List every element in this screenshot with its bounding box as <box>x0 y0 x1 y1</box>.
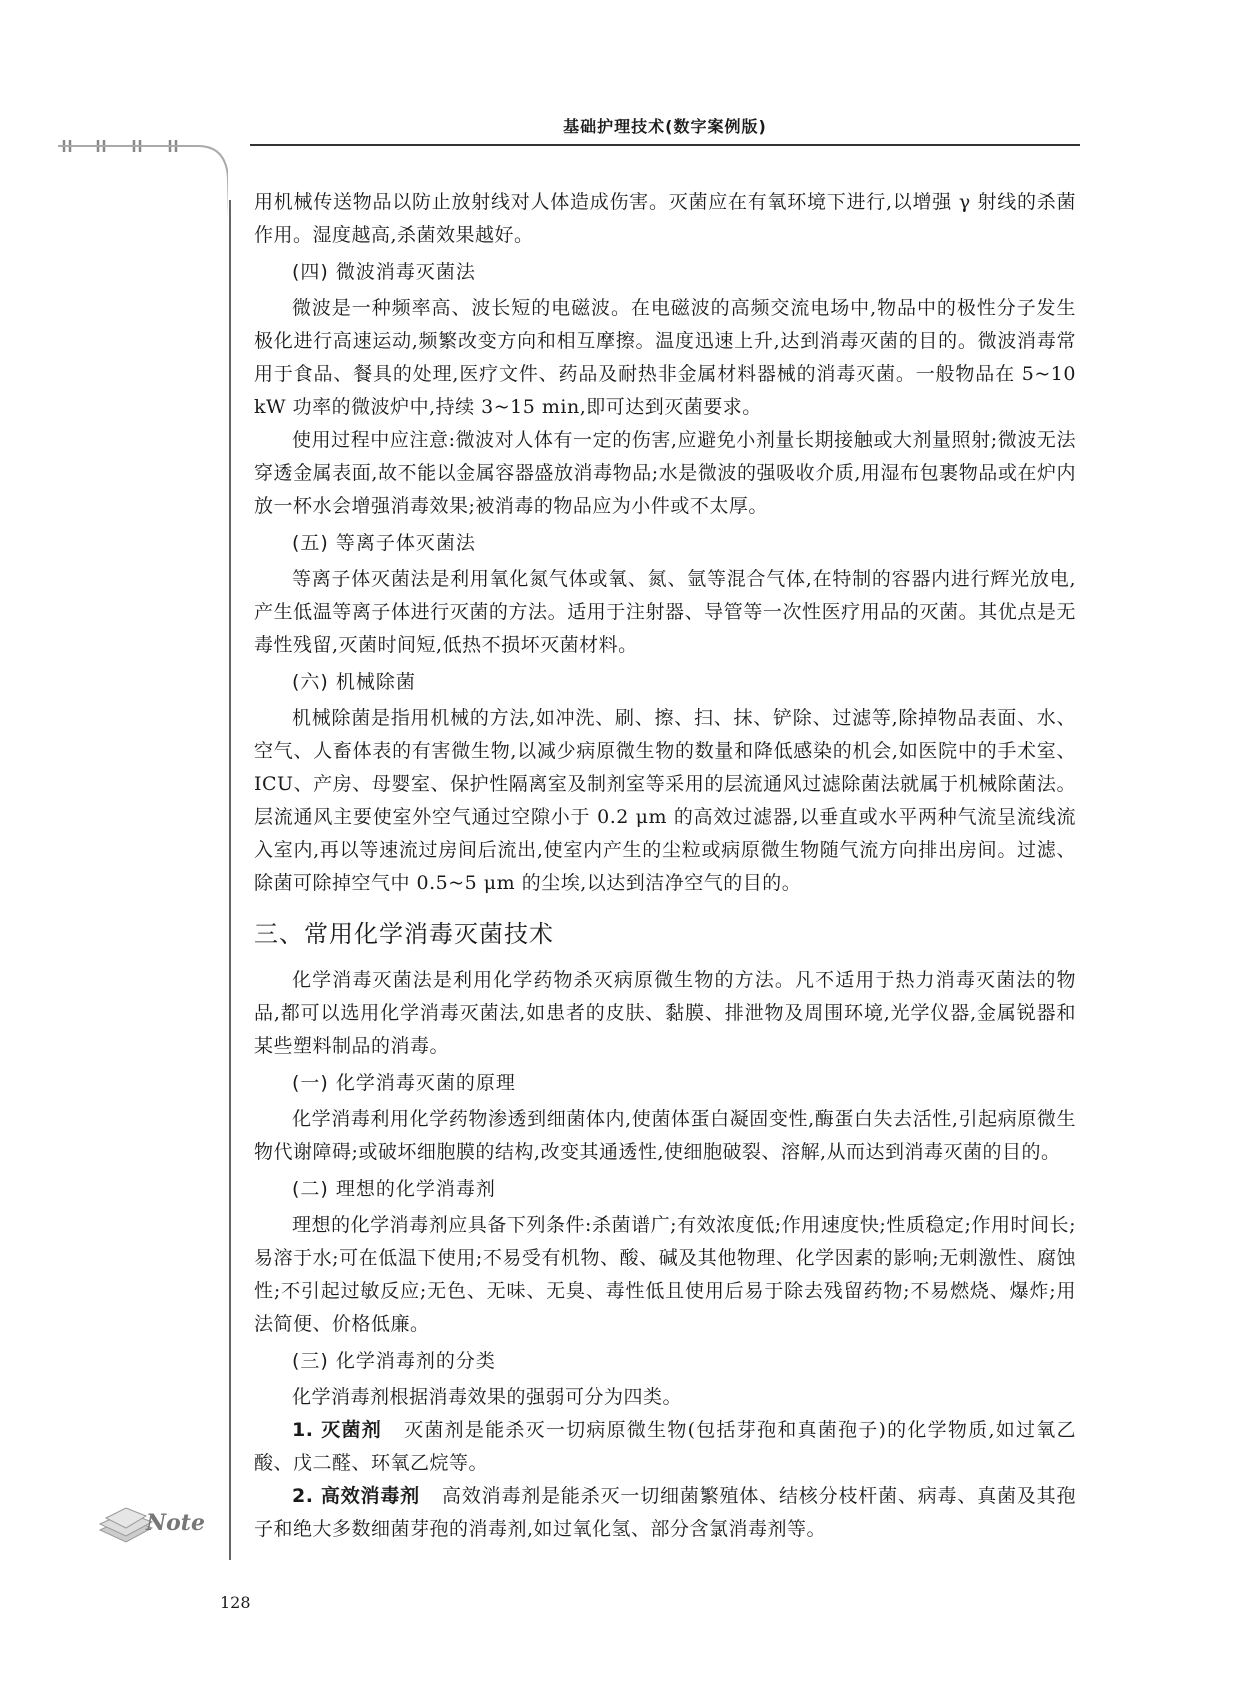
term-definition: 高效消毒剂是能杀灭一切细菌繁殖体、结核分枝杆菌、病毒、真菌及其孢子和绝大多数细菌芽孢的消毒剂,如过氧化氢、部分含氯消毒剂等。 <box>254 1485 1076 1540</box>
page-number: 128 <box>220 1593 251 1612</box>
paragraph: 化学消毒灭菌法是利用化学药物杀灭病原微生物的方法。凡不适用于热力消毒灭菌法的物品,都可以选用化学消毒灭菌法,如患者的皮肤、黏膜、排泄物及周围环境,光学仪器,金属锐器和某些塑料制品的消毒。 <box>254 969 1076 1057</box>
paragraph: 理想的化学消毒剂应具备下列条件:杀菌谱广;有效浓度低;作用速度快;性质稳定;作用时间长;易溶于水;可在低温下使用;不易受有机物、酸、碱及其他物理、化学因素的影响;无刺激性、腐蚀性;不引起过敏反应;无色、无味、无臭、毒性低且使用后易于除去残留药物;不易燃烧、爆炸;用法简便、价格低廉。 <box>254 1214 1076 1335</box>
margin-rule <box>229 200 231 1560</box>
header-rule <box>250 144 1080 146</box>
subsection-heading: (二) 理想的化学消毒剂 <box>292 1178 496 1200</box>
subsection-heading: (五) 等离子体灭菌法 <box>292 532 476 554</box>
term-label: 1. 灭菌剂 <box>292 1419 383 1441</box>
running-header: 基础护理技术(数字案例版) <box>563 117 767 136</box>
note-label: Note <box>146 1510 205 1536</box>
paragraph: 微波是一种频率高、波长短的电磁波。在电磁波的高频交流电场中,物品中的极性分子发生极化进行高速运动,频繁改变方向和相互摩擦。温度迅速上升,达到消毒灭菌的目的。微波消毒常用于食品、餐具的处理,医疗文件、药品及耐热非金属材料器械的消毒灭菌。一般物品在 5~10 kW 功率的微波炉中,持续 3~15 min,即可达到灭菌要求。 <box>254 297 1076 418</box>
subsection-heading: (一) 化学消毒灭菌的原理 <box>292 1072 516 1094</box>
paragraph: 用机械传送物品以防止放射线对人体造成伤害。灭菌应在有氧环境下进行,以增强 γ 射线的杀菌作用。湿度越高,杀菌效果越好。 <box>254 191 1076 246</box>
term-label: 2. 高效消毒剂 <box>292 1485 420 1507</box>
paragraph: 使用过程中应注意:微波对人体有一定的伤害,应避免小剂量长期接触或大剂量照射;微波无法穿透金属表面,故不能以金属容器盛放消毒物品;水是微波的强吸收介质,用湿布包裹物品或在炉内放一杯水会增强消毒效果;被消毒的物品应为小件或不太厚。 <box>254 429 1076 517</box>
paragraph: 机械除菌是指用机械的方法,如冲洗、刷、擦、扫、抹、铲除、过滤等,除掉物品表面、水、空气、人畜体表的有害微生物,以减少病原微生物的数量和降低感染的机会,如医院中的手术室、ICU、产房、母婴室、保护性隔离室及制剂室等采用的层流通风过滤除菌法就属于机械除菌法。层流通风主要使室外空气通过空隙小于 0.2 μm 的高效过滤器,以垂直或水平两种气流呈流线流入室内,再以等速流过房间后流出,使室内产生的尘粒或病原微生物随气流方向排出房间。过滤、除菌可除掉空气中 0.5~5 μm 的尘埃,以达到洁净空气的目的。 <box>254 707 1076 894</box>
term-definition: 灭菌剂是能杀灭一切病原微生物(包括芽孢和真菌孢子)的化学物质,如过氧乙酸、戊二醛、环氧乙烷等。 <box>254 1419 1076 1474</box>
page-body <box>254 186 1076 1546</box>
paragraph <box>254 1414 1076 1480</box>
paragraph: 化学消毒利用化学药物渗透到细菌体内,使菌体蛋白凝固变性,酶蛋白失去活性,引起病原微生物代谢障碍;或破坏细胞膜的结构,改变其通透性,使细胞破裂、溶解,从而达到消毒灭菌的目的。 <box>254 1108 1076 1163</box>
subsection-heading: (三) 化学消毒剂的分类 <box>292 1350 496 1372</box>
binding-decoration-icon <box>58 138 228 218</box>
subsection-heading: (六) 机械除菌 <box>292 671 416 693</box>
subsection-heading: (四) 微波消毒灭菌法 <box>292 261 476 283</box>
paragraph <box>254 1480 1076 1546</box>
paragraph: 化学消毒剂根据消毒效果的强弱可分为四类。 <box>292 1386 683 1408</box>
section-heading: 三、常用化学消毒灭菌技术 <box>254 920 554 948</box>
paragraph: 等离子体灭菌法是利用氧化氮气体或氧、氮、氩等混合气体,在特制的容器内进行辉光放电,产生低温等离子体进行灭菌的方法。适用于注射器、导管等一次性医疗用品的灭菌。其优点是无毒性残留,灭菌时间短,低热不损坏灭菌材料。 <box>254 568 1076 656</box>
